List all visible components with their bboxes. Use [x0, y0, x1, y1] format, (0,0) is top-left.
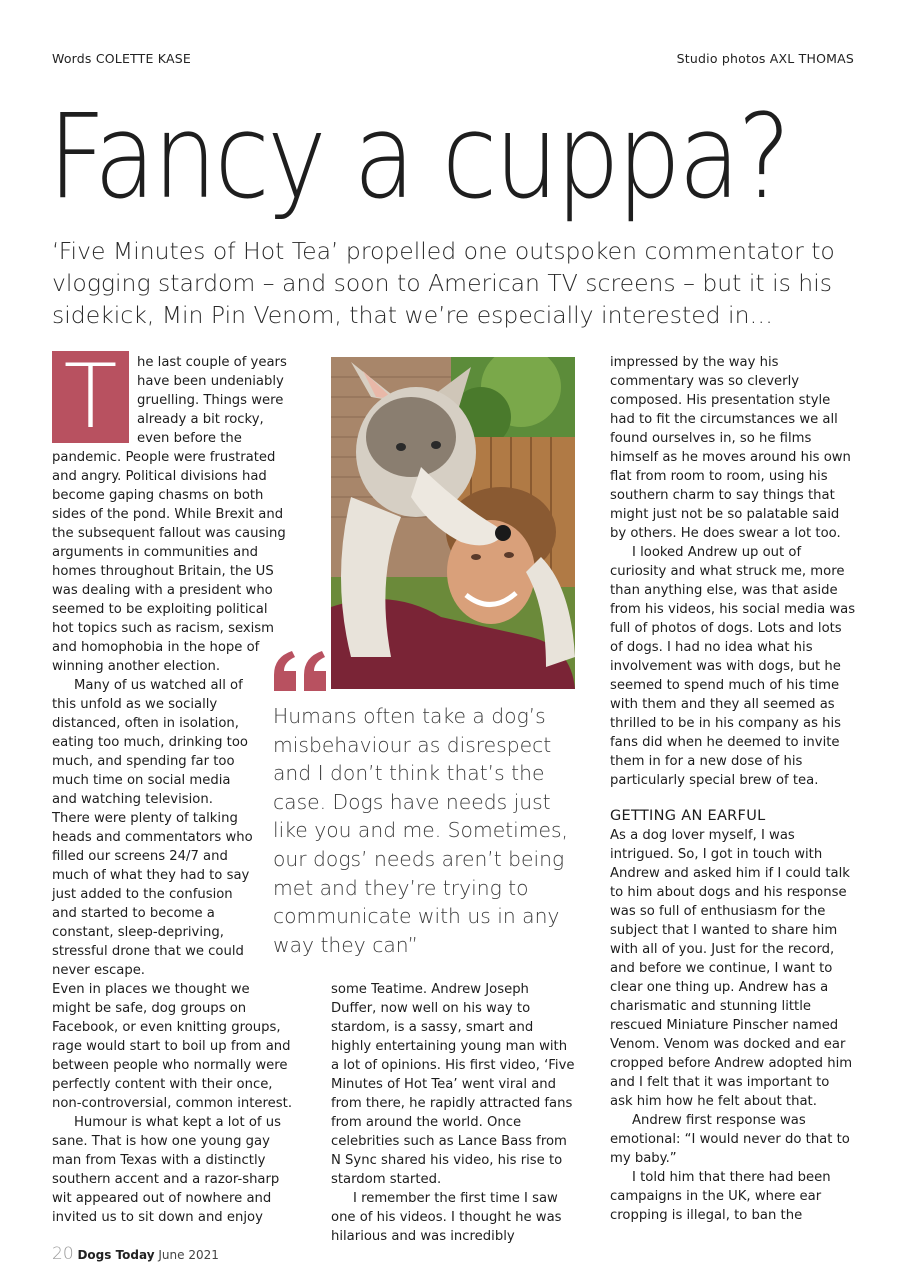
column-3 [610, 353, 856, 1225]
dropcap-lines [137, 353, 307, 448]
paragraph: As a dog lover myself, I was intrigued. So, I got in touch with Andrew and asked him if I could talk to him about dogs and his response was so full of enthusiasm for the subject that I wanted to share him with all of you. Just for the record, and before we continue, I want to clear one thing up. Andrew has a charismatic and stunning little rescued Miniature Pinscher named Venom. Venom was docked and ear cropped before Andrew adopted him and I felt that it was important to ask him how he felt about that. [610, 828, 853, 1109]
paragraph: I told him that there had been campaigns in the UK, where ear cropping is illegal, to ban the [610, 1170, 831, 1223]
paragraph: Even in places we thought we might be safe, dog groups on Facebook, or even knitting groups, rage would start to boil up from and between people who normally were perfectly content with their once, non-controversial, common interest. [52, 982, 293, 1111]
paragraph: some Teatime. Andrew Joseph Duffer, now well on his way to stardom, is a sassy, smart and highly entertaining young man with a lot of opinions. His first video, ‘Five Minutes of Hot Tea’ went viral and from there, he rapidly attracted fans from around the world. Once celebrities such as Lance Bass from N Sync shared his video, his rise to stardom started. [331, 982, 575, 1187]
text-line: already a bit rocky, [137, 412, 264, 427]
page-footer [52, 1244, 219, 1264]
pull-quote: Humans often take a dog’s misbehaviour as disrespect and I don’t think that’s the case. Dogs have needs just like you and me. Sometimes, our dogs’ needs aren’t being met and they’re trying to communicate with us in any way they can” [273, 704, 569, 957]
magazine-name: Dogs Today [77, 1248, 155, 1262]
photo-credit: Studio photos AXL THOMAS [676, 51, 854, 66]
photo-illustration [331, 357, 575, 689]
paragraph: Many of us watched all of this unfold as we socially distanced, often in isolation, eating too much, drinking too much, and spending far too much time on social media and watching television. There were plenty of talking heads and commentators who filled our screens 24/7 and much of what they had to say just added to the confusion and started to become a constant, sleep-depriving, stressful drone that we could never escape. [52, 678, 253, 978]
column-1-bottom [52, 980, 292, 1227]
column-2 [331, 980, 577, 1246]
page-number: 20 [52, 1244, 74, 1264]
text-line: have been undeniably [137, 374, 284, 389]
column-1-top [52, 448, 290, 676]
paragraph: pandemic. People were frustrated and angry. Political divisions had become gaping chasms on both sides of the pond. While Brexit and the subsequent fallout was causing arguments in communities and homes throughout Britain, the US was dealing with a president who seemed to be exploiting political hot topics such as racism, sexism and homophobia in the hope of winning another election. [52, 450, 286, 674]
standfirst: ‘Five Minutes of Hot Tea’ propelled one outspoken commentator to vlogging stardom – and soon to American TV screens – but it is his sidekick, Min Pin Venom, that we’re especially interested in… [52, 237, 835, 329]
paragraph: Andrew first response was emotional: “I would never do that to my baby.” [610, 1113, 850, 1166]
drop-cap-letter: T [63, 345, 118, 448]
section-subheading: GETTING AN EARFUL [610, 808, 766, 824]
writer-credit: Words COLETTE KASE [52, 51, 191, 66]
paragraph: I looked Andrew up out of curiosity and what struck me, more than anything else, was that aside from his videos, his social media was full of photos of dogs. Lots and lots of dogs. I had no idea what his involvement was with dogs, but he seemed to spend much of his time with them and they all seemed as thrilled to be in his company as his fans did when he deemed to invite them in for a new dose of his particularly special brew of tea. [610, 545, 856, 788]
paragraph: impressed by the way his commentary was so cleverly composed. His presentation style had to fit the circumstances we all found ourselves in, so he films himself as he moves around his own flat from room to room, using his southern charm to say things that might just not be so palatable said by others. He does swear a lot too. [610, 355, 851, 541]
article-photo [331, 357, 575, 689]
paragraph: I remember the first time I saw one of his videos. I thought he was hilarious and was incredibly [331, 1191, 562, 1244]
column-1-middle [52, 676, 254, 980]
quote-mark-icon [272, 651, 330, 695]
text-line: gruelling. Things were [137, 393, 284, 408]
text-line: even before the [137, 431, 242, 446]
issue-date: June 2021 [158, 1248, 219, 1262]
paragraph: Humour is what kept a lot of us sane. That is how one young gay man from Texas with a distinctly southern accent and a razor-sharp wit appeared out of nowhere and invited us to sit down and enjoy [52, 1115, 281, 1225]
drop-cap [52, 345, 129, 448]
page-title: Fancy a cuppa? [48, 88, 789, 225]
text-line: he last couple of years [137, 355, 287, 370]
